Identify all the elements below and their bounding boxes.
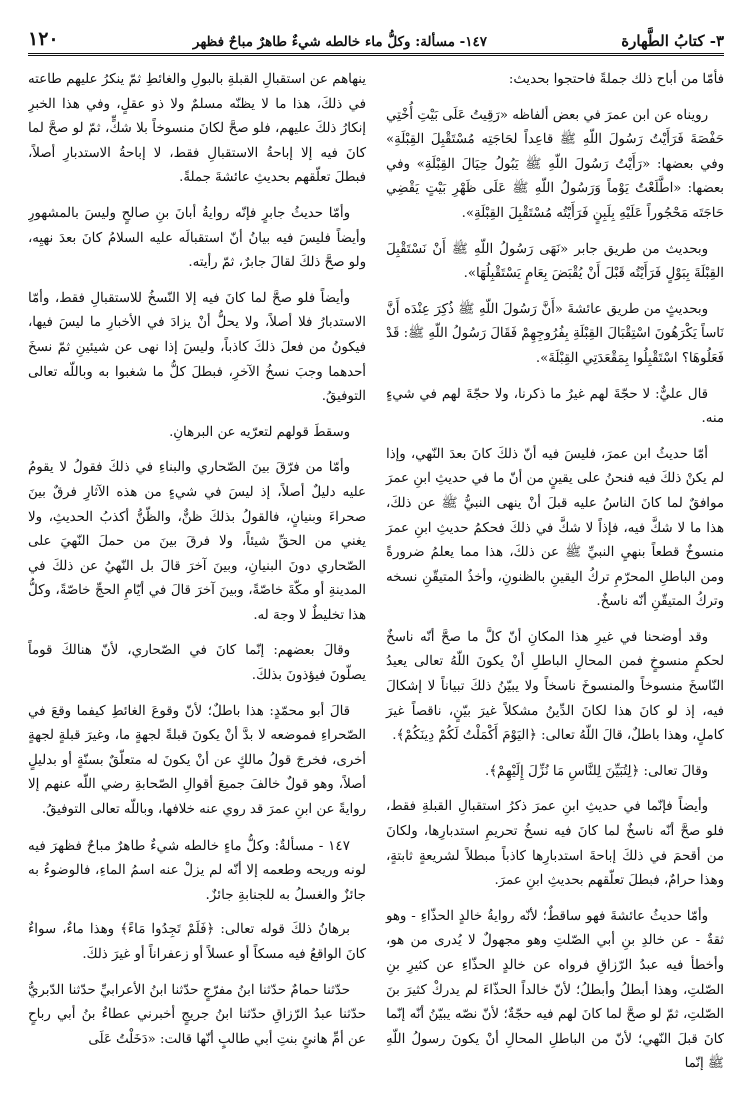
issue-heading-paragraph: ١٤٧ - مسألةٌ: وكلُّ ماءٍ خالطه شيءٌ طاهرٌ مباحٌ فظهرَ فيه لونه وريحه وطعمه إلا أنّه لم يزلْ عنه اسمُ الماءِ، فالوضوءُ به جائزٌ والغسلُ به للجنابةِ جائزٌ. <box>28 837 366 903</box>
right-column <box>386 68 724 1096</box>
paragraph: وأيضاً فإنّما في حديثِ ابنِ عمرَ ذكرُ استقبالِ القبلةِ فقط، فلو صحَّ أنّه ناسخٌ لما كانَ فيه نسخُ تحريمِ استدبارِها، ولكانَ من أقحمَ في ذلكَ إباحةَ استدبارِها كاذباً مبطلاً لشريعةٍ ثابتةٍ، وهذا حرامٌ، فبطلَ تعلّقهم بحديثِ ابنِ عمرَ. <box>386 799 724 889</box>
text-columns <box>28 68 724 1096</box>
paragraph: رويناه عن ابن عمرَ في بعض ألفاظه «رَقِيتُ عَلَى بَيْتِ أُخْتِي حَفْصَةَ فَرَأَيْتُ رَسُولَ اللّهِ ﷺ قاعِداً لحَاجَتِه مُسْتَقْبِلَ القِبْلَةِ» وفي بعضها: «رَأَيْتُ رَسُولَ اللّهِ ﷺ يَبُولُ حِيَالَ القِبْلَةِ» وفي بعضها: «اطَّلَعْتُ يَوْماً وَرَسُولُ اللّهِ ﷺ عَلَى ظَهْرِ بَيْتٍ يَقْضِي حَاجَتَه مَحْجُوراً عَلَيْهِ بِلَبِنٍ فَرَأَيْتُه مُسْتَقْبِلَ القِبْلَةِ». <box>386 107 724 221</box>
paragraph: وقد أوضحنا في غيرِ هذا المكانِ أنّ كلَّ ما صحَّ أنّه ناسخٌ لحكمٍ منسوخٍ فمن المحالِ الباطلِ أنْ يكونَ اللّهُ تعالى يعيدُ النّاسخَ منسوخاً والمنسوخَ ناسخاً ولا يبيّنُ ذلكَ تبياناً لا إشكالَ فيه، إذ لو كانَ هذا لكانَ الدِّينُ مشكلاً غيرَ بيّنٍ، ناقصاً غيرَ كاملٍ، وهذا باطلٌ، قالَ اللّهُ تعالى: ﴿اليَوْمَ أَكْمَلْتُ لَكُمْ دِينَكُمْ﴾. <box>386 629 724 744</box>
page-header <box>28 0 724 50</box>
paragraph: وأمّا من فرّقَ بينَ الصّحاري والبناءِ في ذلكَ فقولُ لا يقومُ عليه دليلٌ أصلاً، إذ ليسَ في شيءٍ من هذه الآثارِ فرقٌ بينَ صحراءَ وبنيانٍ، فالقولُ بذلكَ ظنٌّ، والظّنُّ أكذبُ الحديثِ، ولا يغني من الحقِّ شيئاً، ولا فرقَ بينَ من حملَ النّهيَ على الصّحاري دونَ البنيانِ، وبينَ آخرَ قالَ بل النّهيُ عن ذلكَ في المدينةِ أو مكّةَ خاصّةً، وبينَ آخرَ قالَ في أيّامِ الحجِّ خاصّةً، وكلُّ هذا تخليطٌ لا وجهَ له. <box>28 460 366 623</box>
paragraph: ينهاهم عن استقبالِ القبلةِ بالبولِ والغائطِ ثمّ ينكرُ عليهم طاعته في ذلكَ، هذا ما لا يظنّه مسلمٌ ولا ذو عقلٍ، وفي هذا الخبرِ إنكارُ ذلكَ عليهم، فلو صحَّ لكانَ منسوخاً بلا شكٍّ، ثمّ لو صحَّ لما كانَ فيه إلا إباحةُ الاستقبالِ فقط، لا إباحةُ الاستدبارِ أصلاً، فبطلَ تعلّقهم بحديثِ عائشةَ جملةً. <box>28 72 366 186</box>
paragraph: فأمّا من أباح ذلك جملةً فاحتجوا بحديث: <box>508 72 724 87</box>
left-column <box>28 68 366 1096</box>
paragraph: قال عليٌّ: لا حجّةَ لهم غيرُ ما ذكرنا، ولا حجّةَ لهم في شيءٍ منه. <box>386 386 724 427</box>
paragraph: وقالَ تعالى: ﴿لِتُبَيِّنَ لِلنَّاسِ مَا نُزِّلَ إِلَيْهِمْ﴾. <box>484 763 708 779</box>
paragraph: برهانُ ذلكَ قوله تعالى: ﴿فَلَمْ تَجِدُوا مَاءً﴾ وهذا ماءٌ، سواءٌ كانَ الواقعُ فيه مسكاً أو عسلاً أو زعفراناً أو غيرَ ذلكَ. <box>28 922 366 962</box>
page-number: ١٢٠ <box>28 28 59 50</box>
paragraph: وأمّا حديثُ جابرٍ فإنّه روايةُ أبانَ بنِ صالحٍ وليسَ بالمشهورِ وأيضاً فليسَ فيه بيانُ أنّ استقبالَه عليه السلامُ كانَ بعدَ نهيِه، ولو صحَّ ذلكَ لقالَ جابرٌ، ثمّ رأيته. <box>28 205 366 271</box>
paragraph: وسقطَ قولهم لتعرّيه عن البرهانِ. <box>169 424 350 440</box>
paragraph: أمّا حديثُ ابن عمرَ، فليسَ فيه أنّ ذلكَ كانَ بعدَ النّهي، وإذا لم يكنْ ذلكَ فيه فنحنُ على يقينٍ من أنّ ما في حديثِ ابنِ عمرَ موافقٌ لما كانَ الناسُ عليه قبلَ أنْ ينهى النبيُّ ﷺ عن ذلكَ، هذا ما لا شكَّ فيه، فإذاً لا شكَّ في ذلكَ فحكمُ حديثِ ابنِ عمرَ منسوخٌ قطعاً بنهيِ النبيِّ ﷺ عن ذلكَ، هذا مما يعلمُ ضرورةً ومن الباطلِ المحرّمِ تركُ اليقينِ بالظنونِ، وأخذُ المتيقّنِ نسخه وتركُ المتيقّنِ أنّه ناسخٌ. <box>386 446 724 610</box>
issue-title: ١٤٧- مسألة: وكلُّ ماء خالطه شيءٌ طاهرٌ مباحٌ فظهر <box>192 34 487 50</box>
paragraph: حدّثنا حمامٌ حدّثنا ابنُ مفرّجٍ حدّثنا ابنُ الأعرابيِّ حدّثنا الدّبريُّ حدّثنا عبدُ الرّزاقِ حدّثنا ابنُ جريجٍ أخبرني عطاءُ بنُ أبي رباحٍ عن أمِّ هانئٍ بنتِ أبي طالبٍ أنّها قالت: «دَخَلْتُ عَلَى <box>28 982 366 1047</box>
book-title: ٣- كتابُ الطَّهارة <box>621 32 724 50</box>
paragraph: وأمّا حديثُ عائشةَ فهو ساقطٌ؛ لأنّه روايةُ خالدٍ الحذّاءِ - وهو ثقةٌ - عن خالدِ بنِ أبي الصّلتِ وهو مجهولٌ لا يُدرى من هو، وأخطأ فيه عبدُ الرّزاقِ فرواه عن خالدٍ الحذّاءِ عن كثيرِ بنِ الصّلتِ، وهذا أبطلُ وأبطلُ؛ لأنّ خالداً الحذّاءَ لم يدركْ كثيرَ بنَ الصّلتِ، ثمّ لو صحَّ لما كانَ لهم فيه حجّةٌ؛ لأنّ نصّه يبيّنُ أنّه إنّما كانَ قبلَ النّهي؛ لأنّ من الباطلِ المحالِ أنْ يكونَ رسولُ اللّهِ ﷺ إنّما <box>386 908 724 1072</box>
paragraph: وبحديثٍ من طريق عائشةَ «أَنَّ رَسُولَ اللّهِ ﷺ ذُكِرَ عِنْدَه أَنَّ نَاساً يَكْرَهُونَ اسْتِقْبَالَ القِبْلَةِ بِفُرُوجِهِمْ فَقَالَ رَسُولُ اللّهِ ﷺ: قَدْ فَعَلُوهَا؟ اسْتَقْبِلُوا بِمَقْعَدَتِي القِبْلَةَ». <box>386 301 724 366</box>
paragraph: وبحديث من طريق جابر «نَهَى رَسُولُ اللّهِ ﷺ أَنْ نَسْتَقْبِلَ القِبْلَةَ بِبَوْلٍ فَرَأَيْتُه قَبْلَ أَنْ يُقْبَضَ بِعَامٍ يَسْتَقْبِلُهَا». <box>386 241 724 282</box>
paragraph: وأيضاً فلو صحَّ لما كانَ فيه إلا النّسخُ للاستقبالِ فقط، وأمّا الاستدبارُ فلا أصلاً، ولا يحلُّ أنْ يزادَ في الأخبارِ ما ليسَ فيها، فيكونُ من فعلَ ذلكَ كاذباً، وليسَ إذا نهى عن شيئينِ ثمّ نسخَ أحدهما وجبَ نسخُ الآخرِ، فبطلَ كلُّ ما شغبوا به وباللّه تعالى التوفيقُ. <box>28 290 366 405</box>
paragraph: وقالَ بعضهم: إنّما كانَ في الصّحاري، لأنّ هنالكَ قوماً يصلّونَ فيؤذونَ بذلكَ. <box>28 643 366 684</box>
paragraph: قالَ أبو محمّدٍ: هذا باطلٌ؛ لأنّ وقوعَ الغائطِ كيفما وقعَ في الصّحراءِ فموضعه لا بدَّ أنْ يكونَ قبلةً لجهةٍ ما، وغيرَ قبلةٍ لجهةٍ أخرى، فخرجَ قولُ مالكٍ عن أنْ يكونَ له متعلّقٌ بسنّةٍ أو بدليلٍ أصلاً، وهو قولٌ خالفَ جميعَ أقوالِ الصّحابةِ رضي اللّه عنهم إلا روايةً عن ابنِ عمرَ قد روي عنه خلافها، وباللّه تعالى التوفيقُ. <box>28 703 366 818</box>
